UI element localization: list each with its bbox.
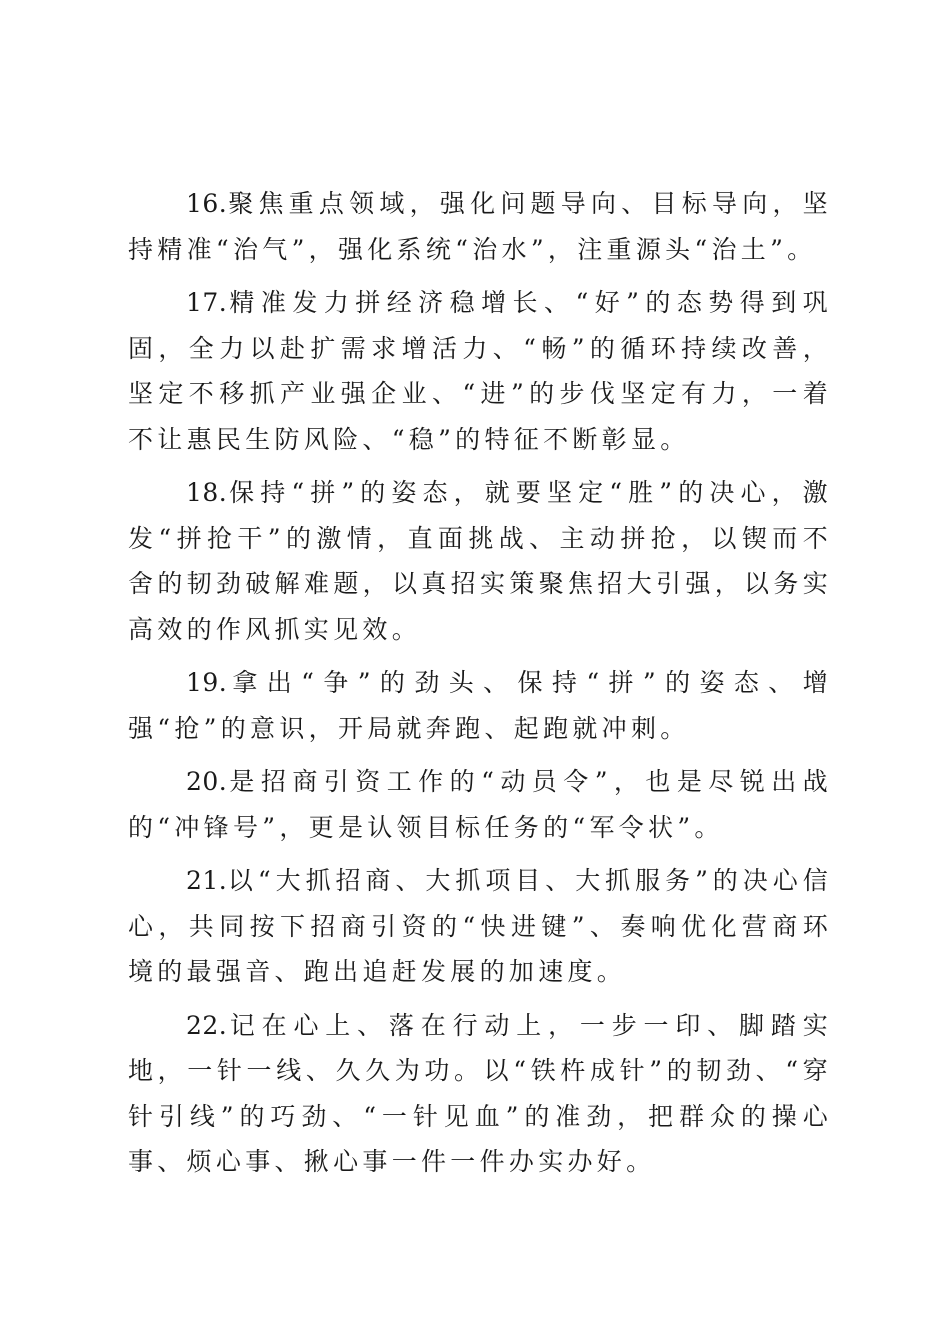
paragraph-text: 精准发力拼经济稳增长、“好”的态势得到巩固，全力以赴扩需求增活力、“畅”的循环持续改善，坚定不移抓产业强企业、“进”的步伐坚定有力，一着不让惠民生防风险、“稳”的特征不断彰显。: [128, 288, 832, 454]
paragraph-text: 记在心上、落在行动上，一步一印、脚踏实地，一针一线、久久为功。以“铁杵成针”的韧劲、“穿针引线”的巧劲、“一针见血”的准劲，把群众的操心事、烦心事、揪心事一件一件办实办好。: [128, 1010, 832, 1176]
paragraph-number: 22.: [186, 1010, 228, 1040]
paragraph-17: [128, 280, 832, 462]
document-body: [128, 181, 832, 1193]
paragraph-number: 16.: [186, 189, 228, 218]
paragraph-text: 是招商引资工作的“动员令”，也是尽锐出战的“冲锋号”，更是认领目标任务的“军令状”。: [128, 767, 832, 842]
paragraph-text: 以“大抓招商、大抓项目、大抓服务”的决心信心，共同按下招商引资的“快进键”、奏响优化营商环境的最强音、跑出追赶发展的加速度。: [128, 866, 832, 986]
paragraph-number: 21.: [186, 866, 228, 895]
paragraph-19: [128, 660, 832, 751]
paragraph-number: 17.: [186, 288, 228, 317]
paragraph-number: 20.: [186, 767, 228, 796]
paragraph-18: [128, 470, 832, 652]
paragraph-text: 保持“拼”的姿态，就要坚定“胜”的决心，激发“拼抢干”的激情，直面挑战、主动拼抢，以锲而不舍的韧劲破解难题，以真招实策聚焦招大引强，以务实高效的作风抓实见效。: [128, 478, 832, 644]
paragraph-16: [128, 181, 832, 272]
paragraph-text: 拿出“争”的劲头、保持“拼”的姿态、增强“抢”的意识，开局就奔跑、起跑就冲刺。: [128, 668, 832, 743]
paragraph-number: 18.: [186, 478, 228, 507]
paragraph-22: [128, 1003, 832, 1185]
paragraph-20: [128, 759, 832, 850]
paragraph-21: [128, 858, 832, 995]
paragraph-text: 聚焦重点领域，强化问题导向、目标导向，坚持精准“治气”，强化系统“治水”，注重源头“治土”。: [128, 189, 832, 264]
paragraph-number: 19.: [186, 668, 228, 697]
